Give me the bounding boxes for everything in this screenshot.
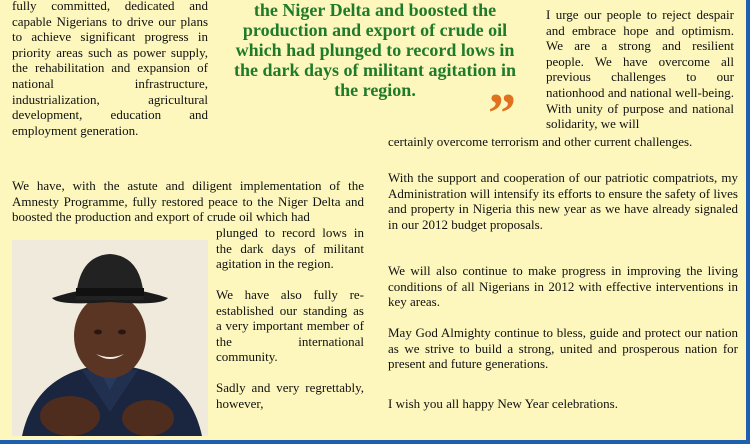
column-3-progress-paragraph: We will also continue to make progress in improving the living conditions of all Nigerians in 2012 with effective interventions in key areas. [388, 263, 738, 310]
president-photo [12, 240, 208, 436]
column-2-standing-paragraph: We have also fully re-established our standing as a very important member of the international community. [216, 287, 364, 365]
column-1-amnesty-paragraph: We have, with the astute and diligent implementation of the Amnesty Programme, fully restored peace to the Niger Delta and boosted the production and export of crude oil which had [12, 178, 364, 225]
column-3-wish-paragraph: I wish you all happy New Year celebrations. [388, 396, 618, 411]
pull-quote: the Niger Delta and boosted the production and export of crude oil which had plunged to record lows in the dark days of militant agitation in the region. [233, 0, 517, 100]
column-2-amnesty-continuation: plunged to record lows in the dark days of militant agitation in the region. [216, 225, 364, 272]
closing-quote-mark-icon: ” [488, 83, 516, 145]
column-3-urge-tail: certainly overcome terrorism and other current challenges. [388, 134, 693, 149]
column-1-intro-paragraph: fully committed, dedicated and capable Nigerians to drive our plans to achieve significant progress in priority areas such as power supply, the rehabilitation and expansion of national infrastructure, industrialization, agricultural development, education and employment generation. [12, 0, 208, 138]
portrait-image [12, 240, 208, 436]
column-3-support-paragraph: With the support and cooperation of our patriotic compatriots, my Administration will intensify its efforts to ensure the safety of lives and property in Nigeria this new year as we have already signaled in our 2012 budget proposals. [388, 170, 738, 232]
column-3-urge-paragraph: I urge our people to reject despair and embrace hope and optimism. We are a strong and resilient people. We have overcome all previous challenges to our nationhood and national well-being. With unity of purpose and national solidarity, we will [546, 7, 734, 132]
column-2-sadly-paragraph: Sadly and very regrettably, however, [216, 380, 364, 411]
column-3-bless-paragraph: May God Almighty continue to bless, guide and protect our nation as we strive to build a strong, united and prosperous nation for present and future generations. [388, 325, 738, 372]
